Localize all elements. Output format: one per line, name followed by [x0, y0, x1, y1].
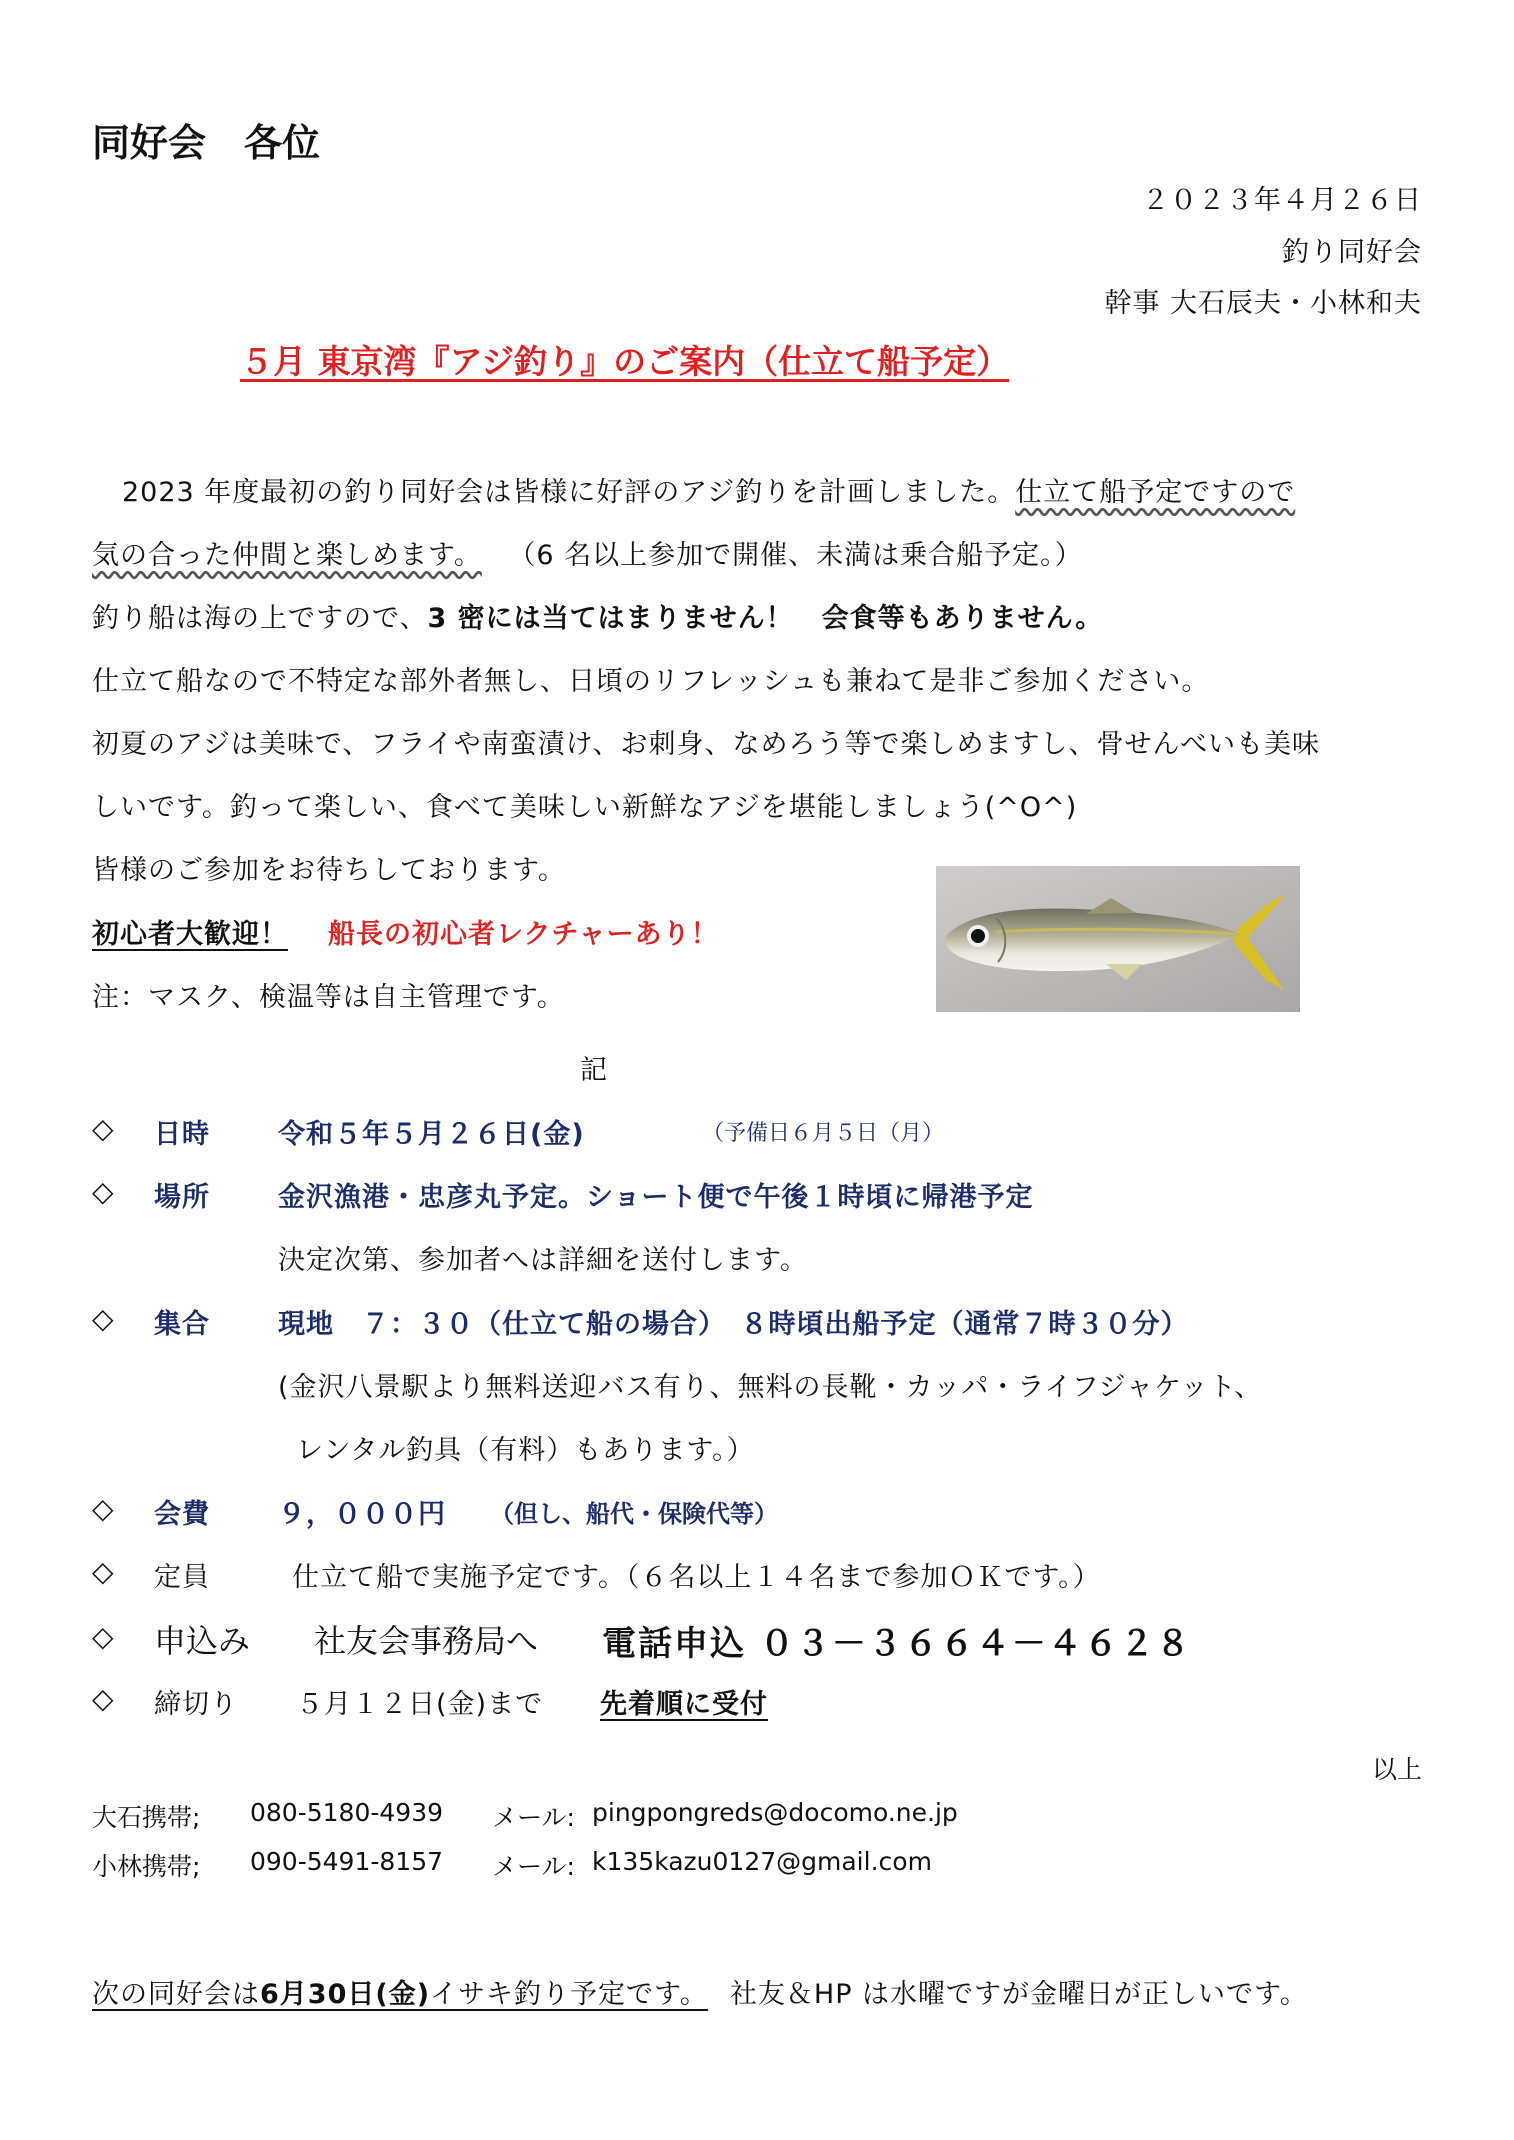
diamond-icon: ◇: [92, 1302, 114, 1335]
meeting-note-1: (金沢八景駅より無料送迎バス有り、無料の長靴・カッパ・ライフジャケット、: [278, 1372, 1263, 1403]
paragraph-2-note: （6 名以上参加で開催、未満は乗合船予定。）: [521, 540, 1083, 571]
next-meeting-date: 6月30日(金): [260, 1979, 431, 2010]
diamond-icon: ◇: [92, 1112, 114, 1145]
organizers: 幹事 大石辰夫・小林和夫: [1104, 288, 1422, 319]
detail-application: [92, 1616, 1392, 1662]
paragraph-2: [92, 533, 1083, 572]
capacity-value: 仕立て船で実施予定です。（６名以上１４名まで参加ＯＫです。）: [292, 1562, 1101, 1593]
next-meeting-event: イサキ釣り予定です。: [430, 1979, 708, 2010]
fee-note: （但し、船代・保険代等）: [490, 1500, 778, 1528]
detail-datetime: [92, 1112, 1392, 1152]
paragraph-3-bold: 3 密には当てはまりません！ 会食等もありません。: [427, 603, 1104, 634]
place-note: 決定次第、参加者へは詳細を送付します。: [278, 1245, 808, 1276]
detail-meeting: [92, 1302, 1392, 1342]
meeting-label: 集合: [154, 1309, 210, 1340]
beginner-line: [92, 912, 719, 951]
contact-row: [92, 1847, 1392, 1887]
diamond-icon: ◇: [92, 1492, 114, 1525]
paragraph-1-highlight: 仕立て船予定ですので: [1015, 477, 1296, 508]
contact-mail[interactable]: pingpongreds@docomo.ne.jp: [592, 1798, 958, 1827]
meeting-note-2: レンタル釣具（有料）もあります。）: [296, 1435, 755, 1466]
paragraph-2-highlight: 気の合った仲間と楽しめます。: [92, 540, 482, 571]
meeting-value: 現地 ７：３０（仕立て船の場合） ８時頃出船予定（通常７時３０分）: [278, 1309, 1189, 1340]
organization: 釣り同好会: [1282, 237, 1422, 268]
detail-deadline: [92, 1682, 1392, 1722]
next-meeting-correction: 社友＆HP は水曜ですが金曜日が正しいです。: [729, 1979, 1308, 2010]
contact-phone: 090-5491-8157: [250, 1847, 444, 1876]
detail-capacity: [92, 1555, 1392, 1595]
next-meeting-line: [92, 1972, 1308, 2011]
paragraph-7: 皆様のご参加をお待ちしております。: [92, 855, 566, 886]
diamond-icon: ◇: [92, 1555, 114, 1588]
datetime-reserve: （予備日６月５日（月）: [702, 1121, 945, 1146]
contact-mail[interactable]: k135kazu0127@gmail.com: [592, 1847, 932, 1876]
contact-row: [92, 1798, 1392, 1838]
next-meeting-lead: 次の同好会は: [92, 1979, 260, 2010]
paragraph-6: しいです。釣って楽しい、食べて美味しい新鮮なアジを堪能しましょう(^O^): [92, 792, 1078, 823]
document-date: ２０２３年４月２６日: [1142, 185, 1422, 216]
datetime-value: 令和５年５月２６日(金): [278, 1119, 585, 1150]
place-label: 場所: [154, 1182, 210, 1213]
diamond-icon: ◇: [92, 1620, 114, 1653]
capacity-label: 定員: [154, 1562, 210, 1593]
deadline-value: ５月１２日(金)まで: [296, 1689, 544, 1720]
fee-label: 会費: [154, 1499, 210, 1530]
addressee: 同好会 各位: [92, 121, 321, 165]
paragraph-3: [92, 596, 1103, 635]
detail-place: [92, 1175, 1392, 1215]
captain-lecture: 船長の初心者レクチャーあり！: [328, 919, 719, 950]
next-meeting-announcement: [92, 1979, 708, 2010]
beginner-welcome: 初心者大歓迎！: [92, 919, 288, 950]
horse-mackerel-photo: [936, 866, 1300, 1012]
paragraph-1-text: 2023 年度最初の釣り同好会は皆様に好評のアジ釣りを計画しました。: [122, 477, 1016, 508]
contact-mail-label: メール:: [492, 1852, 575, 1881]
note-line: 注：マスク、検温等は自主管理です。: [92, 982, 565, 1013]
deadline-label: 締切り: [154, 1689, 238, 1720]
datetime-label: 日時: [154, 1119, 210, 1150]
place-value: 金沢漁港・忠彦丸予定。ショート便で午後１時頃に帰港予定: [278, 1182, 1034, 1213]
application-label: 申込み: [154, 1622, 251, 1660]
ki-marker: 記: [580, 1055, 608, 1086]
paragraph-5: 初夏のアジは美味で、フライや南蛮漬け、お刺身、なめろう等で楽しめますし、骨せんべいも美味: [92, 729, 1320, 760]
application-phone: 電話申込 ０３－３６６４－４６２８: [602, 1624, 1192, 1664]
contact-name: 小林携帯;: [92, 1852, 201, 1881]
paragraph-1: [122, 470, 1295, 509]
contact-phone: 080-5180-4939: [250, 1798, 444, 1827]
fee-value: ９，０００円: [278, 1499, 446, 1530]
paragraph-4: 仕立て船なので不特定な部外者無し、日頃のリフレッシュも兼ねて是非ご参加ください。: [92, 666, 1210, 697]
diamond-icon: ◇: [92, 1175, 114, 1208]
application-value: 社友会事務局へ: [314, 1622, 539, 1660]
detail-fee: [92, 1492, 1392, 1532]
deadline-note: 先着順に受付: [600, 1689, 768, 1720]
page-title: ５月 東京湾『アジ釣り』のご案内（仕立て船予定）: [240, 342, 1010, 381]
diamond-icon: ◇: [92, 1682, 114, 1715]
contact-name: 大石携帯;: [92, 1803, 201, 1832]
closing-mark: 以上: [1371, 1755, 1422, 1784]
contact-mail-label: メール:: [492, 1803, 575, 1832]
paragraph-3-text: 釣り船は海の上ですので、: [92, 603, 428, 634]
